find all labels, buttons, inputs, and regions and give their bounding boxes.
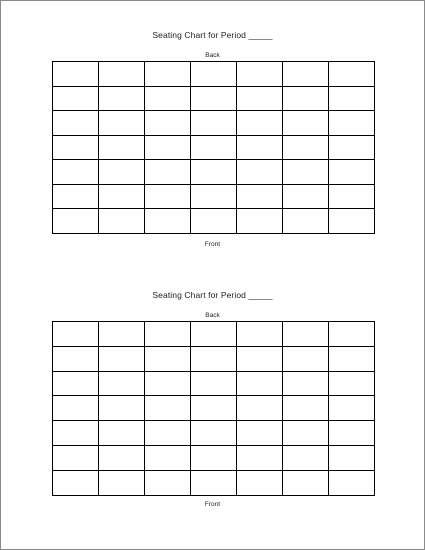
chart-2-seat-grid xyxy=(52,321,375,496)
seat-cell xyxy=(329,135,375,160)
seat-cell xyxy=(145,322,191,347)
seat-cell xyxy=(99,184,145,209)
seat-cell xyxy=(237,209,283,234)
seat-cell xyxy=(145,62,191,87)
seat-row xyxy=(53,396,375,421)
seat-cell xyxy=(53,86,99,111)
chart-2-back-label: Back xyxy=(205,312,220,319)
seat-cell xyxy=(53,371,99,396)
seat-cell xyxy=(53,111,99,136)
seat-cell xyxy=(329,371,375,396)
seat-cell xyxy=(283,322,329,347)
seat-cell xyxy=(329,160,375,185)
seat-cell xyxy=(53,421,99,446)
seat-cell xyxy=(191,421,237,446)
seat-cell xyxy=(53,135,99,160)
chart-1-title: Seating Chart for Period _____ xyxy=(152,30,273,40)
seat-cell xyxy=(53,62,99,87)
seat-cell xyxy=(191,470,237,495)
seat-row xyxy=(53,322,375,347)
seat-cell xyxy=(237,421,283,446)
seat-cell xyxy=(237,470,283,495)
seat-cell xyxy=(191,86,237,111)
seat-cell xyxy=(283,445,329,470)
seat-cell xyxy=(145,111,191,136)
seat-cell xyxy=(283,111,329,136)
seat-cell xyxy=(145,371,191,396)
seat-cell xyxy=(329,322,375,347)
seat-cell xyxy=(145,396,191,421)
seat-cell xyxy=(191,445,237,470)
seat-cell xyxy=(145,445,191,470)
seat-cell xyxy=(99,346,145,371)
seat-cell xyxy=(237,62,283,87)
seat-cell xyxy=(191,396,237,421)
seat-cell xyxy=(145,209,191,234)
seat-cell xyxy=(191,184,237,209)
seat-cell xyxy=(191,322,237,347)
seat-cell xyxy=(283,135,329,160)
seat-cell xyxy=(237,445,283,470)
chart-1-back-label: Back xyxy=(205,52,220,59)
seat-cell xyxy=(329,184,375,209)
seat-cell xyxy=(99,86,145,111)
seat-cell xyxy=(145,470,191,495)
seat-cell xyxy=(53,396,99,421)
seat-cell xyxy=(237,322,283,347)
seat-row xyxy=(53,371,375,396)
seat-cell xyxy=(191,346,237,371)
seat-cell xyxy=(237,396,283,421)
seat-row xyxy=(53,421,375,446)
seat-row xyxy=(53,470,375,495)
seat-cell xyxy=(283,346,329,371)
seat-cell xyxy=(283,371,329,396)
seat-cell xyxy=(99,371,145,396)
seat-cell xyxy=(99,322,145,347)
seat-cell xyxy=(237,371,283,396)
seat-cell xyxy=(329,346,375,371)
seat-cell xyxy=(329,209,375,234)
seat-cell xyxy=(99,135,145,160)
seat-cell xyxy=(145,421,191,446)
chart-1-front-label: Front xyxy=(204,241,221,248)
seat-cell xyxy=(329,445,375,470)
seat-cell xyxy=(53,470,99,495)
seat-cell xyxy=(53,346,99,371)
seat-cell xyxy=(145,184,191,209)
seat-cell xyxy=(145,346,191,371)
seat-cell xyxy=(237,160,283,185)
chart-1-seat-grid xyxy=(52,61,375,234)
seat-cell xyxy=(191,371,237,396)
seat-cell xyxy=(283,62,329,87)
seat-cell xyxy=(99,62,145,87)
seat-cell xyxy=(99,396,145,421)
seat-cell xyxy=(53,322,99,347)
seat-cell xyxy=(99,421,145,446)
seat-row xyxy=(53,346,375,371)
seat-row xyxy=(53,160,375,185)
seat-cell xyxy=(283,421,329,446)
seat-cell xyxy=(283,396,329,421)
seat-row xyxy=(53,62,375,87)
seat-row xyxy=(53,209,375,234)
seat-row xyxy=(53,184,375,209)
seat-row xyxy=(53,111,375,136)
seat-cell xyxy=(329,470,375,495)
seat-cell xyxy=(99,111,145,136)
seat-cell xyxy=(237,135,283,160)
seat-cell xyxy=(99,445,145,470)
seat-cell xyxy=(329,421,375,446)
seat-cell xyxy=(191,209,237,234)
seat-cell xyxy=(237,111,283,136)
seat-cell xyxy=(283,160,329,185)
seat-cell xyxy=(53,160,99,185)
seat-cell xyxy=(145,135,191,160)
seat-cell xyxy=(329,396,375,421)
seat-cell xyxy=(191,62,237,87)
chart-2-front-label: Front xyxy=(204,501,221,508)
seat-cell xyxy=(329,86,375,111)
seat-row xyxy=(53,445,375,470)
seat-cell xyxy=(53,209,99,234)
seat-cell xyxy=(329,111,375,136)
seat-cell xyxy=(99,160,145,185)
seat-cell xyxy=(53,445,99,470)
seat-cell xyxy=(283,184,329,209)
seat-cell xyxy=(99,209,145,234)
seat-cell xyxy=(191,135,237,160)
seat-cell xyxy=(237,346,283,371)
seat-cell xyxy=(191,111,237,136)
seat-row xyxy=(53,135,375,160)
seat-cell xyxy=(99,470,145,495)
chart-2-title: Seating Chart for Period _____ xyxy=(152,290,273,300)
seat-cell xyxy=(145,160,191,185)
seat-row xyxy=(53,86,375,111)
seat-cell xyxy=(53,184,99,209)
seat-cell xyxy=(283,470,329,495)
seat-cell xyxy=(283,209,329,234)
seat-cell xyxy=(191,160,237,185)
seat-cell xyxy=(237,184,283,209)
seat-cell xyxy=(237,86,283,111)
seat-cell xyxy=(329,62,375,87)
seat-cell xyxy=(145,86,191,111)
seat-cell xyxy=(283,86,329,111)
